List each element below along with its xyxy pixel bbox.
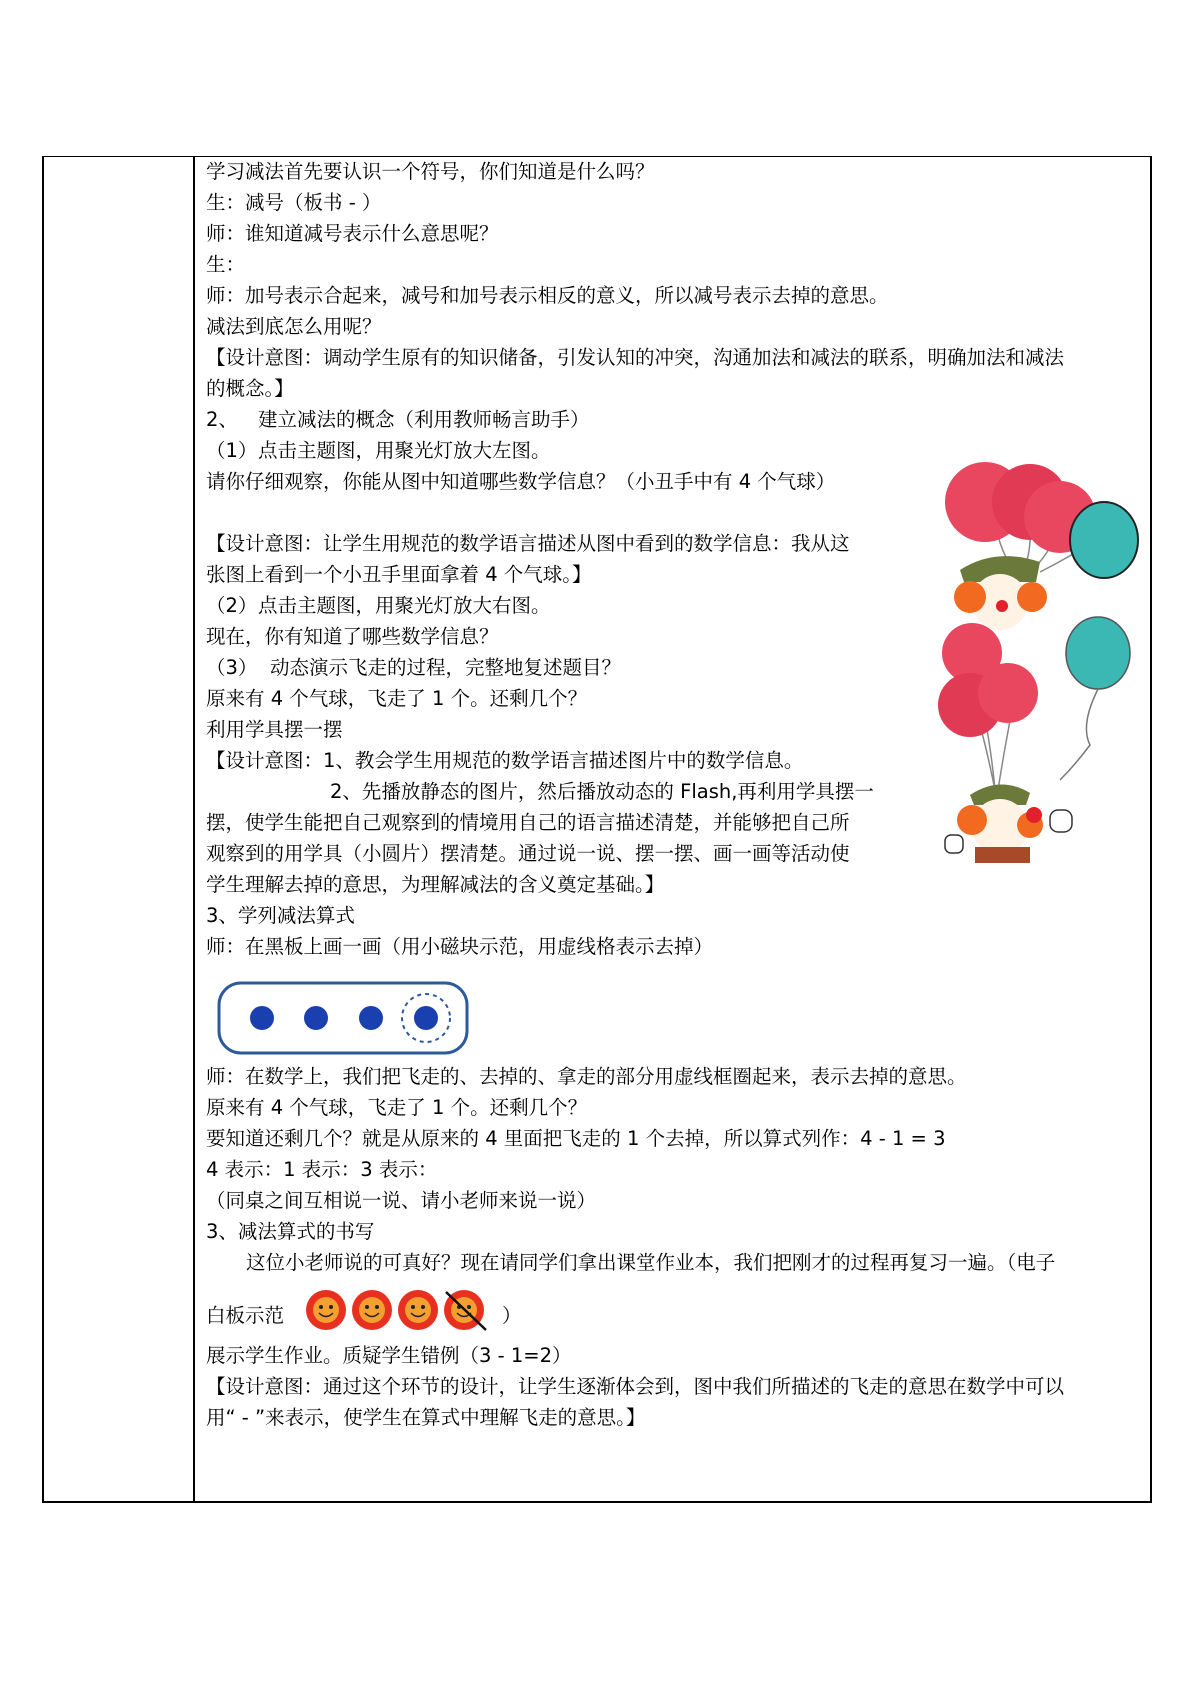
step-line	[206, 652, 621, 683]
text-line: 现在，你有知道了哪些数学信息？	[206, 625, 499, 648]
design-intent-line: 学生理解去掉的意思，为理解减法的含义奠定基础。】	[206, 873, 665, 896]
flower-face-icon	[306, 1290, 346, 1330]
text-line: 要知道还剩几个？就是从原来的 4 里面把飞走的 1 个去掉，所以算式列作：4 - 1 = 3	[206, 1127, 946, 1150]
flower-face-icon	[398, 1290, 438, 1330]
blue-dot	[304, 1006, 328, 1030]
step-text: 点击主题图，用聚光灯放大右图。	[258, 594, 551, 617]
text-line: 师：加号表示合起来，减号和加号表示相反的意义，所以减号表示去掉的意思。	[206, 284, 889, 307]
text-line: 4 表示：1 表示：3 表示：	[206, 1158, 438, 1181]
text-line: 减法到底怎么用呢？	[206, 315, 382, 338]
text-line: 原来有 4 个气球，飞走了 1 个。还剩几个？	[206, 687, 588, 710]
flower-face-crossed-icon	[444, 1290, 486, 1330]
text-line: 师：在数学上，我们把飞走的、去掉的、拿走的部分用虚线框圈起来，表示去掉的意思。	[206, 1065, 967, 1088]
section-title: 建立减法的概念（利用教师畅言助手）	[258, 408, 590, 431]
blue-dot	[250, 1006, 274, 1030]
text-line: 这位小老师说的可真好？现在请同学们拿出课堂作业本，我们把刚才的过程再复习一遍。（电子	[246, 1251, 1056, 1274]
step-line	[206, 435, 551, 466]
step-number: （3）	[206, 656, 258, 679]
section-number: 2、	[206, 408, 238, 431]
section-heading: 3、减法算式的书写	[206, 1220, 375, 1243]
design-intent-line: 张图上看到一个小丑手里面拿着 4 个气球。】	[206, 563, 592, 586]
design-intent-line: 【设计意图：通过这个环节的设计，让学生逐渐体会到，图中我们所描述的飞走的意思在数学中可以	[206, 1375, 1065, 1398]
column-divider	[193, 157, 195, 1501]
design-intent-line: 的概念。】	[206, 377, 294, 400]
text-line: 利用学具摆一摆	[206, 718, 343, 741]
section-heading	[206, 404, 590, 435]
text-line: 生：	[206, 253, 246, 276]
text-line: 原来有 4 个气球，飞走了 1 个。还剩几个？	[206, 1096, 588, 1119]
text-line: 学习减法首先要认识一个符号，你们知道是什么吗？	[206, 160, 655, 183]
blue-dot	[414, 1006, 438, 1030]
step-text: 点击主题图，用聚光灯放大左图。	[258, 439, 551, 462]
clown-balloon-flying-image	[930, 615, 1140, 865]
flower-faces-row	[304, 1288, 490, 1334]
section-heading: 3、学列减法算式	[206, 904, 355, 927]
text-line: （同桌之间互相说一说、请小老师来说一说）	[206, 1189, 597, 1212]
dot-frame-diagram	[216, 980, 472, 1058]
blue-dot	[359, 1006, 383, 1030]
text-line: 师：谁知道减号表示什么意思呢？	[206, 222, 499, 245]
text-line: 师：在黑板上画一画（用小磁块示范，用虚线格表示去掉）	[206, 935, 714, 958]
clown-four-balloons-image	[940, 462, 1150, 612]
text-line-close-paren: ）	[502, 1304, 522, 1327]
design-intent-line: 【设计意图：1、教会学生用规范的数学语言描述图片中的数学信息。	[206, 749, 804, 772]
design-intent-line: 摆，使学生能把自己观察到的情境用自己的语言描述清楚，并能够把自己所	[206, 811, 850, 834]
step-text: 动态演示飞走的过程，完整地复述题目？	[270, 656, 622, 679]
design-intent-line: 2、先播放静态的图片，然后播放动态的 Flash,再利用学具摆一	[330, 780, 874, 803]
design-intent-line: 【设计意图：让学生用规范的数学语言描述从图中看到的数学信息：我从这	[206, 532, 850, 555]
design-intent-line: 【设计意图：调动学生原有的知识储备，引发认知的冲突，沟通加法和减法的联系，明确加法和减法	[206, 346, 1065, 369]
text-line: 生：减号（板书 - ）	[206, 191, 382, 214]
step-line	[206, 590, 551, 621]
text-line: 白板示范	[206, 1304, 285, 1327]
flower-face-icon	[352, 1290, 392, 1330]
design-intent-line: 观察到的用学具（小圆片）摆清楚。通过说一说、摆一摆、画一画等活动使	[206, 842, 850, 865]
design-intent-line: 用“ - ”来表示，使学生在算式中理解飞走的意思。】	[206, 1406, 646, 1429]
text-line: 请你仔细观察，你能从图中知道哪些数学信息？（小丑手中有 4 个气球）	[206, 470, 836, 493]
step-number: （1）	[206, 439, 258, 462]
step-number: （2）	[206, 594, 258, 617]
text-line: 展示学生作业。质疑学生错例（3 - 1=2）	[206, 1344, 572, 1367]
